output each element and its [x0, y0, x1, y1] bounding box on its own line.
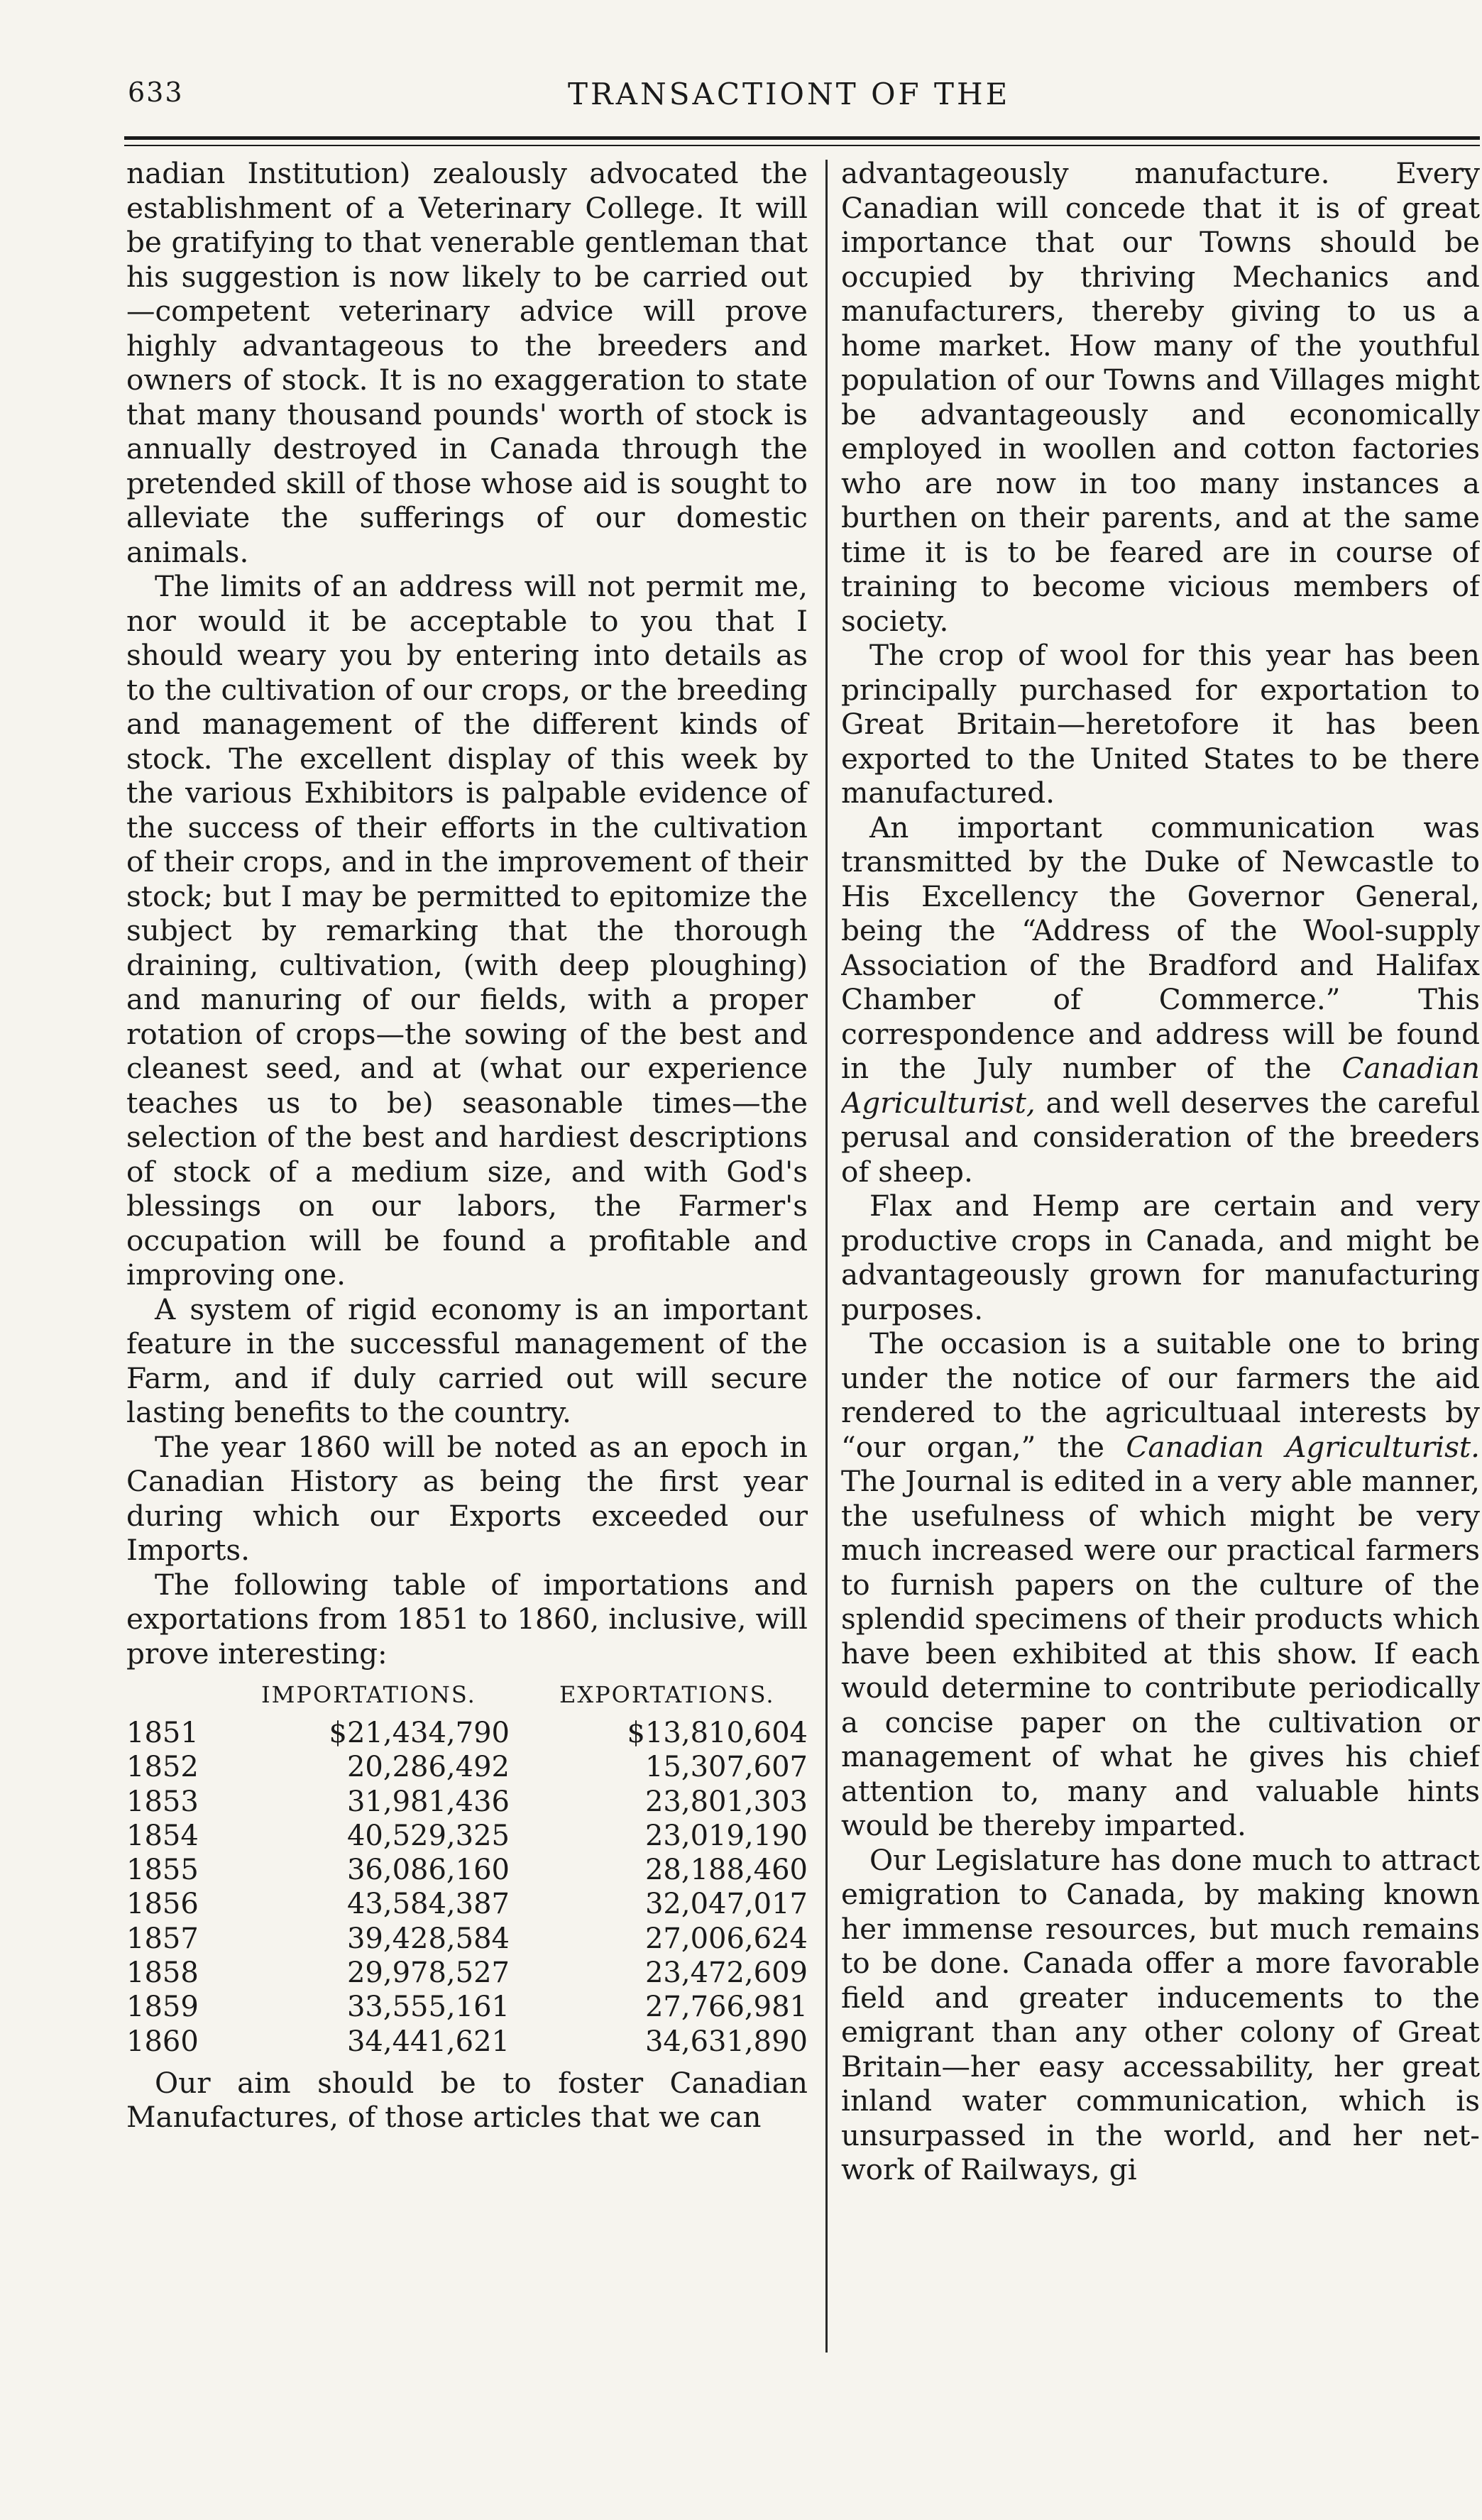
imports-cell: 36,086,160 — [346, 1854, 510, 1887]
imports-cell: 33,555,161 — [346, 1991, 510, 2024]
exports-cell: 27,766,981 — [644, 1991, 808, 2024]
page-header — [128, 77, 1476, 119]
year-cell: 1852 — [126, 1751, 199, 1784]
paragraph: Flax and Hemp are certain and very productive crops in Canada, and might be advantageously grown for manufacturing purposes. — [841, 1189, 1480, 1326]
imports-cell: 31,981,436 — [346, 1785, 510, 1818]
publication-title: Canadian Agriculturist. — [1126, 1429, 1480, 1464]
exports-cell: 28,188,460 — [644, 1854, 808, 1887]
table-row — [126, 1990, 808, 2024]
year-cell: 1853 — [126, 1785, 199, 1818]
trade-table — [126, 1673, 808, 2059]
exports-cell: 23,801,303 — [644, 1785, 808, 1818]
paragraph: nadian Institution) zealously advocated the establishment of a Veterinary College. It will be gratifying to that venerable gentleman that his suggestion is now likely to be carried out—competent veterinary advice will prove highly advantageous to the breeders and owners of stock. It is no exaggeration to state that many thousand pounds' worth of stock is annually destroyed in Canada through the pretended skill of those whose aid is sought to alleviate the sufferings of our domestic animals. — [126, 156, 808, 569]
imports-cell: 39,428,584 — [346, 1922, 510, 1955]
text-run: An important communication was transmitted by the Duke of Newcastle to His Excellency the Governor General, being the “Address of the Wool-supply Association of the Bradford and Halifax Chamber of Commerce.” This correspondence and address will be found in the July number of the — [841, 810, 1480, 1085]
imports-cell: 29,978,527 — [346, 1957, 510, 1990]
year-cell: 1857 — [126, 1922, 199, 1955]
imports-cell: $21,434,790 — [329, 1717, 510, 1749]
header-rule — [124, 136, 1480, 140]
header-rule-thin — [124, 145, 1480, 146]
paragraph: A system of rigid economy is an important feature in the successful management of the Farm, and if duly carried out will secure lasting benefits to the country. — [126, 1292, 808, 1429]
year-cell: 1851 — [126, 1717, 199, 1749]
exports-cell: 15,307,607 — [644, 1751, 808, 1784]
year-cell: 1855 — [126, 1854, 199, 1887]
publication-title: Canadian Agriculturist, — [841, 1051, 1480, 1120]
column-divider — [825, 160, 828, 2353]
table-header — [126, 1673, 808, 1716]
table-row — [126, 1922, 808, 1956]
paragraph: advantageously manufacture. Every Canadian will concede that it is of great importance that our Towns should be occupied by thriving Mechanics and manufacturers, thereby giving to us a home market. How many of the youthful population of our Towns and Villages might be advantageously and economically employed in woollen and cotton factories who are now in too many instances a burthen on their parents, and at the same time it is to be feared are in course of training to become vicious members of society. — [841, 156, 1480, 638]
table-body — [126, 1716, 808, 2059]
paragraph — [841, 1326, 1480, 1843]
year-cell: 1854 — [126, 1819, 199, 1852]
table-row — [126, 1716, 808, 1750]
paragraph: Our aim should be to foster Canadian Manufactures, of those articles that we can — [126, 2065, 808, 2135]
exports-cell: 23,472,609 — [644, 1957, 808, 1990]
year-cell: 1860 — [126, 2025, 199, 2058]
year-cell: 1859 — [126, 1991, 199, 2024]
imports-cell: 20,286,492 — [346, 1751, 510, 1784]
exports-cell: 34,631,890 — [644, 2025, 808, 2058]
paragraph: The limits of an address will not permit me, nor would it be acceptable to you that I should weary you by entering into details as to the cultivation of our crops, or the breeding and management of the different kinds of stock. The excellent display of this week by the various Exhibitors is palpable evidence of the success of their efforts in the cultivation of their crops, and in the improvement of their stock; but I may be permitted to epitomize the subject by remarking that the thorough draining, cultivation, (with deep ploughing) and manuring of our fields, with a proper rotation of crops—the sowing of the best and cleanest seed, and at (what our experience teaches us to be) seasonable times—the selection of the best and hardiest descriptions of stock of a medium size, and with God's blessings on our labors, the Farmer's occupation will be found a profitable and improving one. — [126, 569, 808, 1292]
table-row — [126, 2025, 808, 2059]
paragraph: The crop of wool for this year has been principally purchased for exportation to Great Britain—heretofore it has been exported to the United States to be there manufactured. — [841, 638, 1480, 810]
table-row — [126, 1750, 808, 1784]
left-column — [126, 156, 808, 2135]
table-row — [126, 1819, 808, 1853]
table-row — [126, 1956, 808, 1990]
imports-header: IMPORTATIONS. — [261, 1680, 476, 1708]
page-number: 633 — [128, 77, 184, 108]
imports-cell: 34,441,621 — [346, 2025, 510, 2058]
paragraph: Our Legislature has done much to attract emigration to Canada, by making known her immense resources, but much remains to be done. Canada offer a more favorable field and greater inducements to the emigrant than any other colony of Great Britain—her easy accessability, her great inland water communication, which is unsurpassed in the world, and her net-work of Railways, gi — [841, 1842, 1480, 2186]
paragraph: The year 1860 will be noted as an epoch in Canadian History as being the first year during which our Exports exceeded our Imports. — [126, 1429, 808, 1567]
year-cell: 1858 — [126, 1957, 199, 1990]
imports-cell: 40,529,325 — [346, 1819, 510, 1852]
text-run: The Journal is edited in a very able manner, the usefulness of which might be very much increased were our practical farmers to furnish papers on the culture of the splendid specimens of their products which have been exhibited at this show. If each would determine to contribute periodically a concise paper on the cultivation or management of what he gives his chief attention to, many and valuable hints would be thereby imparted. — [841, 1464, 1480, 1842]
paragraph: The following table of importations and exportations from 1851 to 1860, inclusive, will prove interesting: — [126, 1567, 808, 1671]
imports-cell: 43,584,387 — [346, 1888, 510, 1921]
table-row — [126, 1785, 808, 1819]
exports-header: EXPORTATIONS. — [559, 1680, 775, 1708]
table-row — [126, 1887, 808, 1921]
running-head: TRANSACTIONT OF THE — [568, 77, 1011, 111]
text-run: The occasion is a suitable one to bring under the notice of our farmers the aid rendered to the agricultuaal interests by “our organ,” the — [841, 1326, 1480, 1464]
exports-cell: 32,047,017 — [644, 1888, 808, 1921]
exports-cell: 27,006,624 — [644, 1922, 808, 1955]
table-row — [126, 1853, 808, 1887]
right-column — [841, 156, 1480, 2187]
exports-cell: $13,810,604 — [627, 1717, 808, 1749]
text-run: and well deserves the careful perusal and consideration of the breeders of sheep. — [841, 1085, 1480, 1189]
paragraph — [841, 810, 1480, 1189]
year-cell: 1856 — [126, 1888, 199, 1921]
exports-cell: 23,019,190 — [644, 1819, 808, 1852]
